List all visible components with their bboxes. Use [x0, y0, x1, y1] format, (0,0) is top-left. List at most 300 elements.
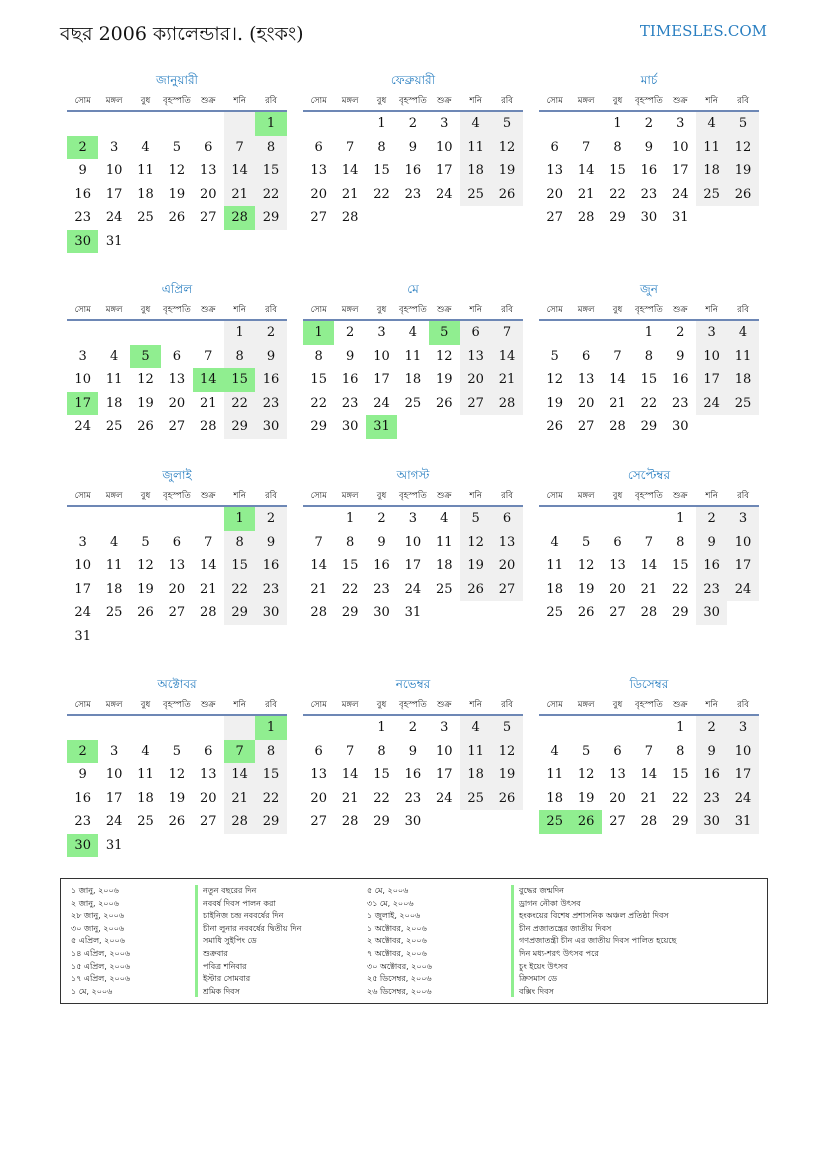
week-row	[303, 740, 523, 764]
day-cell: 8	[224, 345, 255, 369]
day-cell: 27	[310, 210, 327, 225]
week-row	[67, 834, 287, 858]
weekday-label: সোম	[310, 305, 327, 315]
weekday-label: বুধ	[376, 305, 387, 315]
day-cell: 5	[491, 112, 522, 136]
week-row	[539, 368, 759, 392]
day-cell: 19	[460, 554, 491, 578]
day-cell: 20	[199, 186, 217, 202]
day-cell: 26	[546, 419, 563, 434]
legend-date: ২৬ ডিসেম্বর, ২০০৬	[367, 986, 432, 996]
week-row	[539, 159, 759, 183]
day-cell: 14	[577, 163, 595, 178]
weekday-label: রবি	[265, 700, 277, 710]
day-cell: 15	[373, 767, 390, 782]
day-cell: 6	[204, 743, 213, 759]
weekday-header	[539, 694, 759, 716]
empty-cell	[161, 834, 192, 858]
day-cell: 9	[408, 139, 417, 155]
day-cell: 21	[341, 790, 359, 806]
week-row	[539, 345, 759, 369]
day-cell: 22	[224, 392, 255, 416]
day-cell: 20	[546, 186, 563, 202]
day-cell: 13	[199, 767, 217, 782]
day-cell: 17	[696, 368, 727, 392]
weekday-label: বুধ	[612, 700, 623, 710]
day-cell: 20	[199, 790, 217, 806]
day-cell: 19	[727, 159, 758, 183]
day-cell: 6	[314, 139, 323, 155]
day-cell: 25	[435, 581, 453, 597]
day-cell: 17	[435, 767, 453, 782]
weekday-label: শনি	[469, 96, 482, 106]
day-cell: 7	[204, 534, 213, 550]
day-cell: 5	[491, 716, 522, 740]
day-cell: 27	[609, 814, 626, 829]
site-link[interactable]: TIMESLES.COM	[639, 22, 767, 40]
weekday-label: সোম	[546, 305, 563, 315]
week-row	[539, 787, 759, 811]
weekday-label: শুক্র	[437, 305, 452, 315]
day-cell: 19	[491, 763, 522, 787]
empty-cell	[98, 321, 129, 345]
day-cell: 15	[373, 163, 390, 178]
day-cell: 28	[640, 605, 658, 620]
day-cell: 13	[609, 767, 626, 782]
day-cell: 22	[224, 578, 255, 602]
day-cell: 23	[255, 578, 286, 602]
legend-holiday-name: ইস্টার সোমবার	[203, 974, 251, 984]
day-cell: 23	[404, 186, 422, 202]
legend-holiday-name: চীনা লুনার নববর্ষের দ্বিতীয় দিন	[203, 923, 302, 933]
legend-names-left	[203, 885, 301, 998]
month-calendar	[303, 465, 523, 625]
day-cell: 25	[137, 210, 154, 225]
day-cell: 12	[435, 348, 453, 364]
week-row	[539, 136, 759, 160]
empty-cell	[460, 415, 491, 439]
day-cell: 28	[199, 419, 217, 434]
week-row	[539, 740, 759, 764]
weekday-label: রবি	[265, 305, 277, 315]
day-cell: 20	[310, 790, 327, 806]
day-cell: 4	[109, 534, 119, 550]
day-cell: 18	[404, 372, 422, 387]
week-row	[67, 368, 287, 392]
day-cell: 21	[640, 581, 658, 597]
day-cell: 25	[137, 814, 154, 829]
weekday-label: বৃহস্পতি	[398, 96, 427, 106]
day-cell: 28	[224, 810, 255, 834]
day-cell: 15	[341, 558, 359, 573]
day-cell: 16	[255, 554, 286, 578]
day-cell: 11	[546, 767, 563, 782]
day-cell: 7	[345, 139, 355, 155]
day-cell: 16	[671, 372, 689, 387]
weekday-header	[67, 299, 287, 321]
week-row	[303, 392, 523, 416]
legend-date: ২৫ ডিসেম্বর, ২০০৬	[367, 974, 432, 984]
weekday-header	[303, 299, 523, 321]
legend-date: ৩০ জানু, ২০০৬	[71, 923, 125, 933]
weekday-label: শুক্র	[437, 491, 452, 501]
empty-cell	[727, 601, 758, 625]
day-cell: 2	[696, 507, 727, 531]
weekday-label: বৃহস্পতি	[634, 305, 663, 315]
day-cell: 14	[640, 767, 658, 782]
day-cell: 29	[609, 210, 626, 225]
day-cell: 11	[696, 136, 727, 160]
empty-cell	[539, 507, 570, 531]
day-cell: 6	[204, 139, 213, 155]
month-calendar	[539, 465, 759, 625]
day-cell: 4	[141, 139, 150, 155]
day-cell: 9	[377, 534, 386, 550]
day-cell: 23	[74, 210, 91, 225]
day-cell: 9	[255, 531, 286, 555]
legend-date: ১ অক্টোবর, ২০০৬	[367, 923, 427, 933]
day-cell: 24	[727, 787, 758, 811]
day-cell: 21	[310, 581, 327, 597]
holiday-legend	[60, 878, 768, 1004]
day-cell: 17	[74, 581, 91, 597]
day-cell: 19	[137, 581, 154, 597]
day-cell: 31	[105, 233, 123, 249]
week-row	[303, 763, 523, 787]
day-cell: 25	[696, 183, 727, 207]
day-cell: 3	[676, 116, 685, 131]
weekday-label: শনি	[705, 491, 718, 501]
day-cell: 15	[224, 554, 255, 578]
day-cell: 12	[137, 558, 154, 573]
day-cell: 11	[404, 348, 422, 364]
week-row	[539, 392, 759, 416]
day-cell: 22	[341, 581, 359, 597]
day-cell: 9	[696, 531, 727, 555]
day-cell: 1	[613, 116, 622, 131]
day-cell: 9	[644, 139, 653, 155]
month-calendar	[67, 674, 287, 857]
empty-cell	[633, 507, 664, 531]
day-cell: 5	[141, 534, 150, 550]
day-cell: 29	[255, 810, 286, 834]
holiday-cell: 5	[130, 345, 161, 369]
month-calendar	[539, 70, 759, 230]
day-cell: 29	[224, 415, 255, 439]
month-calendar	[67, 465, 287, 648]
day-cell: 3	[696, 321, 727, 345]
legend-date: ২ জানু, ২০০৬	[71, 898, 119, 908]
day-cell: 5	[581, 534, 591, 550]
weekday-label: শুক্র	[437, 700, 452, 710]
empty-cell	[193, 321, 224, 345]
day-cell: 22	[671, 581, 689, 597]
week-row	[303, 368, 523, 392]
empty-cell	[727, 206, 758, 230]
day-cell: 20	[460, 368, 491, 392]
day-cell: 15	[609, 163, 626, 178]
day-cell: 23	[671, 395, 689, 411]
day-cell: 3	[727, 716, 758, 740]
day-cell: 30	[341, 419, 359, 434]
day-cell: 6	[172, 348, 181, 364]
day-cell: 10	[435, 743, 453, 759]
month-name: ফেব্রুয়ারী	[390, 73, 436, 87]
legend-names-right	[519, 885, 676, 998]
weekday-label: বৃহস্পতি	[162, 491, 191, 501]
day-cell: 3	[727, 507, 758, 531]
day-cell: 8	[255, 740, 286, 764]
day-cell: 10	[671, 139, 689, 155]
holiday-cell: 14	[193, 368, 224, 392]
day-cell: 1	[644, 325, 653, 340]
day-cell: 22	[373, 186, 390, 202]
weekday-label: বুধ	[376, 700, 387, 710]
day-cell: 7	[644, 743, 653, 759]
day-cell: 14	[341, 767, 359, 782]
day-cell: 8	[255, 136, 286, 160]
weekday-label: বুধ	[140, 700, 151, 710]
empty-cell	[255, 834, 286, 858]
day-cell: 8	[676, 743, 685, 759]
day-cell: 10	[74, 372, 91, 387]
day-cell: 8	[676, 534, 685, 550]
weekday-label: সোম	[310, 700, 327, 710]
empty-cell	[130, 321, 161, 345]
day-cell: 27	[199, 210, 217, 225]
weekday-label: শনি	[469, 491, 482, 501]
day-cell: 21	[577, 186, 595, 202]
day-cell: 23	[640, 186, 658, 202]
day-cell: 11	[546, 558, 563, 573]
weekday-label: রবি	[501, 96, 513, 106]
weekday-label: মঙ্গল	[577, 305, 595, 315]
weekday-label: মঙ্গল	[341, 305, 359, 315]
empty-cell	[224, 716, 255, 740]
day-cell: 16	[640, 163, 658, 178]
week-row	[539, 763, 759, 787]
month-calendar	[539, 279, 759, 439]
empty-cell	[727, 415, 758, 439]
day-cell: 13	[609, 558, 626, 573]
weekday-label: শুক্র	[673, 700, 688, 710]
day-cell: 8	[644, 348, 653, 364]
day-cell: 10	[404, 534, 422, 550]
weekday-label: সোম	[74, 700, 91, 710]
empty-cell	[570, 112, 601, 136]
day-cell: 21	[491, 368, 522, 392]
empty-cell	[602, 716, 633, 740]
empty-cell	[130, 834, 161, 858]
legend-date: ২ অক্টোবর, ২০০৬	[367, 936, 427, 946]
empty-cell	[193, 507, 224, 531]
month-name: মার্চ	[640, 73, 658, 87]
legend-date: ৫ এপ্রিল, ২০০৬	[71, 936, 125, 946]
day-cell: 7	[345, 743, 355, 759]
legend-holiday-name: দিন মধ্য-শরৎ উৎসব পরে	[519, 948, 599, 958]
day-cell: 19	[577, 581, 595, 597]
day-cell: 21	[609, 395, 626, 411]
weekday-label: সোম	[74, 491, 91, 501]
weekday-label: বৃহস্পতি	[398, 491, 427, 501]
week-row	[67, 531, 287, 555]
holiday-cell: 30	[67, 834, 98, 858]
day-cell: 25	[105, 605, 123, 620]
day-cell: 31	[671, 210, 689, 225]
day-cell: 3	[408, 511, 417, 526]
day-cell: 15	[671, 767, 689, 782]
empty-cell	[366, 206, 397, 230]
day-cell: 3	[109, 743, 119, 759]
day-cell: 10	[696, 345, 727, 369]
week-row	[303, 136, 523, 160]
month-calendar	[303, 70, 523, 230]
weekday-label: শনি	[233, 305, 246, 315]
day-cell: 6	[460, 321, 491, 345]
week-row	[67, 112, 287, 136]
day-cell: 25	[727, 392, 758, 416]
weekday-label: শনি	[233, 96, 246, 106]
empty-cell	[334, 716, 365, 740]
day-cell: 29	[640, 419, 658, 434]
empty-cell	[130, 716, 161, 740]
day-cell: 19	[491, 159, 522, 183]
weekday-label: শুক্র	[201, 700, 216, 710]
legend-date: ১ জুলাই, ২০০৬	[367, 911, 421, 921]
day-cell: 17	[105, 186, 123, 202]
legend-holiday-name: শ্রমিক দিবস	[203, 986, 240, 996]
day-cell: 31	[727, 810, 758, 834]
weekday-label: শুক্র	[673, 491, 688, 501]
day-cell: 8	[377, 743, 386, 759]
weekday-label: রবি	[501, 491, 513, 501]
day-cell: 26	[435, 395, 453, 411]
day-cell: 10	[727, 740, 758, 764]
week-row	[67, 601, 287, 625]
month-name: এপ্রিল	[161, 282, 193, 296]
day-cell: 11	[727, 345, 758, 369]
day-cell: 28	[341, 210, 359, 225]
day-cell: 19	[435, 372, 453, 387]
weekday-label: মঙ্গল	[577, 491, 595, 501]
weekday-label: মঙ্গল	[341, 700, 359, 710]
day-cell: 8	[224, 531, 255, 555]
week-row	[539, 112, 759, 136]
week-row	[539, 578, 759, 602]
day-cell: 5	[460, 507, 491, 531]
month-name: অক্টোবর	[157, 677, 197, 691]
day-cell: 24	[435, 790, 453, 806]
day-cell: 14	[310, 558, 327, 573]
weekday-label: বৃহস্পতি	[634, 700, 663, 710]
day-cell: 31	[74, 628, 91, 644]
day-cell: 30	[640, 210, 658, 225]
day-cell: 13	[310, 163, 327, 178]
day-cell: 21	[341, 186, 359, 202]
week-row	[303, 415, 523, 439]
day-cell: 29	[671, 814, 689, 829]
day-cell: 9	[408, 743, 417, 759]
legend-date: ১ জানু, ২০০৬	[71, 886, 119, 895]
day-cell: 30	[696, 810, 727, 834]
empty-cell	[224, 112, 255, 136]
day-cell: 26	[577, 605, 595, 620]
week-row	[539, 183, 759, 207]
day-cell: 3	[440, 116, 449, 131]
weekday-label: রবি	[265, 96, 277, 106]
day-cell: 24	[105, 210, 123, 225]
day-cell: 27	[199, 814, 217, 829]
day-cell: 1	[676, 720, 685, 735]
day-cell: 26	[491, 787, 522, 811]
week-row	[303, 345, 523, 369]
empty-cell	[491, 810, 522, 834]
day-cell: 7	[314, 534, 323, 550]
day-cell: 4	[550, 534, 559, 550]
day-cell: 23	[404, 790, 422, 806]
day-cell: 17	[727, 554, 758, 578]
weekday-header	[539, 90, 759, 112]
day-cell: 12	[491, 136, 522, 160]
day-cell: 10	[435, 139, 453, 155]
weekday-label: বুধ	[140, 96, 151, 106]
day-cell: 6	[581, 348, 591, 364]
day-cell: 25	[546, 605, 563, 620]
legend-holiday-name: শুক্রবার	[203, 948, 228, 958]
weekday-label: সোম	[74, 96, 91, 106]
empty-cell	[303, 716, 334, 740]
day-cell: 2	[408, 720, 417, 735]
day-cell: 19	[168, 790, 186, 806]
day-cell: 26	[168, 814, 186, 829]
legend-holiday-name: ড্রাগন নৌকা উৎসব	[519, 898, 581, 908]
empty-cell	[460, 810, 491, 834]
weekday-label: বুধ	[376, 96, 387, 106]
day-cell: 13	[577, 372, 595, 387]
day-cell: 24	[105, 814, 123, 829]
week-row	[67, 345, 287, 369]
empty-cell	[161, 716, 192, 740]
weekday-label: বৃহস্পতি	[634, 491, 663, 501]
week-row	[303, 507, 523, 531]
day-cell: 1	[224, 321, 255, 345]
day-cell: 23	[255, 392, 286, 416]
empty-cell	[602, 321, 633, 345]
day-cell: 21	[224, 183, 255, 207]
empty-cell	[193, 112, 224, 136]
weekday-label: বুধ	[140, 305, 151, 315]
weekday-header	[67, 694, 287, 716]
day-cell: 23	[341, 395, 359, 411]
month-name: নভেম্বর	[395, 677, 431, 691]
weekday-label: শনি	[469, 305, 482, 315]
day-cell: 10	[105, 163, 123, 178]
day-cell: 13	[546, 163, 563, 178]
empty-cell	[602, 507, 633, 531]
empty-cell	[429, 206, 460, 230]
week-row	[303, 554, 523, 578]
legend-date: ৩১ মে, ২০০৬	[367, 898, 414, 908]
empty-cell	[224, 230, 255, 254]
empty-cell	[193, 625, 224, 649]
week-row	[303, 321, 523, 345]
day-cell: 5	[172, 139, 181, 155]
empty-cell	[303, 112, 334, 136]
day-cell: 7	[613, 348, 622, 364]
empty-cell	[429, 810, 460, 834]
weekday-label: সোম	[546, 700, 563, 710]
empty-cell	[397, 206, 428, 230]
